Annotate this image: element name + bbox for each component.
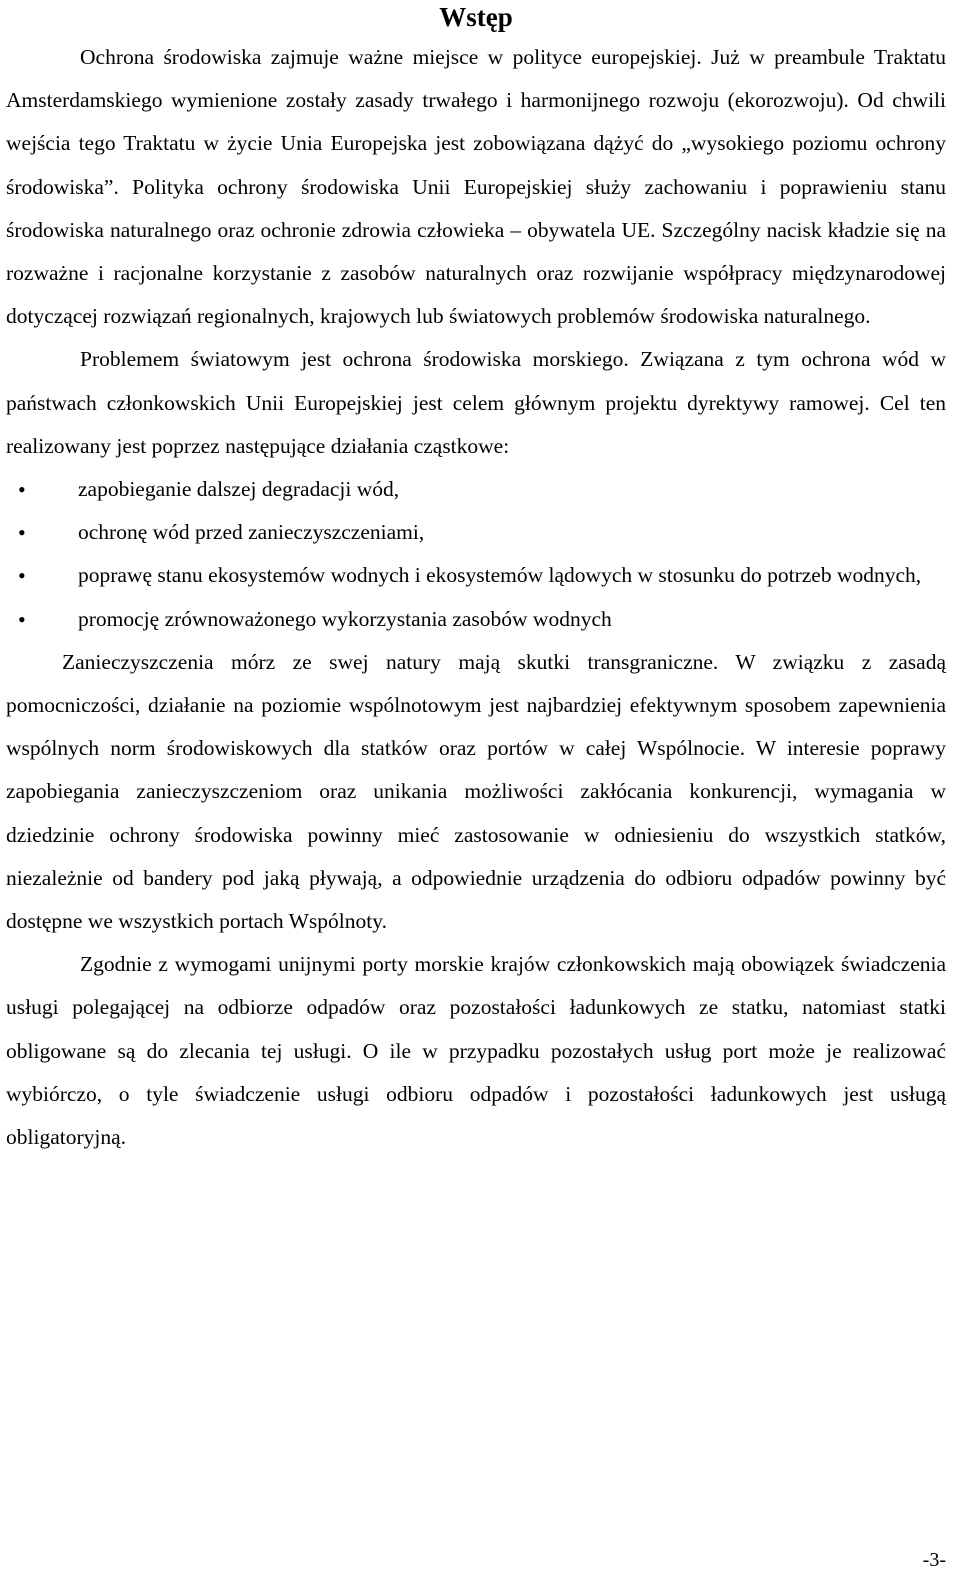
list-item xyxy=(6,554,946,597)
paragraph-sea-pollution: Zanieczyszczenia mórz ze swej natury mają skutki transgraniczne. W związku z zasadą pomocniczości, działanie na poziomie wspólnotowym jest najbardziej efektywnym sposobem zapewnienia wspólnych norm środowiskowych dla statków oraz portów w całej Wspólnocie. W interesie poprawy zapobiegania zanieczyszczeniom oraz unikania możliwości zakłócania konkurencji, wymagania w dziedzinie ochrony środowiska powinny mieć zastosowanie w odniesieniu do wszystkich statków, niezależnie od bandery pod jaką pływają, a odpowiednie urządzenia do odbioru odpadów powinny być dostępne we wszystkich portach Wspólnoty. xyxy=(6,649,946,934)
paragraph-port-obligations: Zgodnie z wymogami unijnymi porty morskie krajów członkowskich mają obowiązek świadczenia usługi polegającej na odbiorze odpadów oraz pozostałości ładunkowych ze statku, natomiast statki obligowane są do zlecania tej usługi. O ile w przypadku pozostałych usług port może je realizować wybiórczo, o tyle świadczenie usługi odbioru odpadów i pozostałości ładunkowych jest usługą obligatoryjną. xyxy=(6,952,946,1150)
list-item xyxy=(6,598,946,641)
list-item-text: ochronę wód przed zanieczyszczeniami, xyxy=(78,520,425,545)
list-item-text: zapobieganie dalszej degradacji wód, xyxy=(78,477,400,502)
paragraph-marine-protection: Problemem światowym jest ochrona środowiska morskiego. Związana z tym ochrona wód w państwach członkowskich Unii Europejskiej jest celem głównym projektu dyrektywy ramowej. Cel ten realizowany jest poprzez następujące działania cząstkowe: xyxy=(6,347,946,458)
list-item xyxy=(6,468,946,511)
bullet-icon: • xyxy=(18,520,26,546)
bullet-icon: • xyxy=(18,477,26,503)
list-item-text: promocję zrównoważonego wykorzystania zasobów wodnych xyxy=(78,606,612,631)
bullet-icon: • xyxy=(18,563,26,589)
page-title: Wstęp xyxy=(439,2,513,32)
document-page xyxy=(6,0,946,1159)
actions-list xyxy=(6,468,946,641)
bullet-icon: • xyxy=(18,606,26,632)
list-item xyxy=(6,511,946,554)
list-item-text: poprawę stanu ekosystemów wodnych i ekosystemów lądowych w stosunku do potrzeb wodnych, xyxy=(78,563,922,588)
paragraph-intro: Ochrona środowiska zajmuje ważne miejsce w polityce europejskiej. Już w preambule Traktatu Amsterdamskiego wymienione zostały zasady trwałego i harmonijnego rozwoju (ekorozwoju). Od chwili wejścia tego Traktatu w życie Unia Europejska jest zobowiązana dążyć do „wysokiego poziomu ochrony środowiska”. Polityka ochrony środowiska Unii Europejskiej służy zachowaniu i poprawieniu stanu środowiska naturalnego oraz ochronie zdrowia człowieka – obywatela UE. Szczególny nacisk kładzie się na rozważne i racjonalne korzystanie z zasobów naturalnych oraz rozwijanie współpracy międzynarodowej dotyczącej rozwiązań regionalnych, krajowych lub światowych problemów środowiska naturalnego. xyxy=(6,45,946,329)
page-number: -3- xyxy=(922,1549,946,1571)
